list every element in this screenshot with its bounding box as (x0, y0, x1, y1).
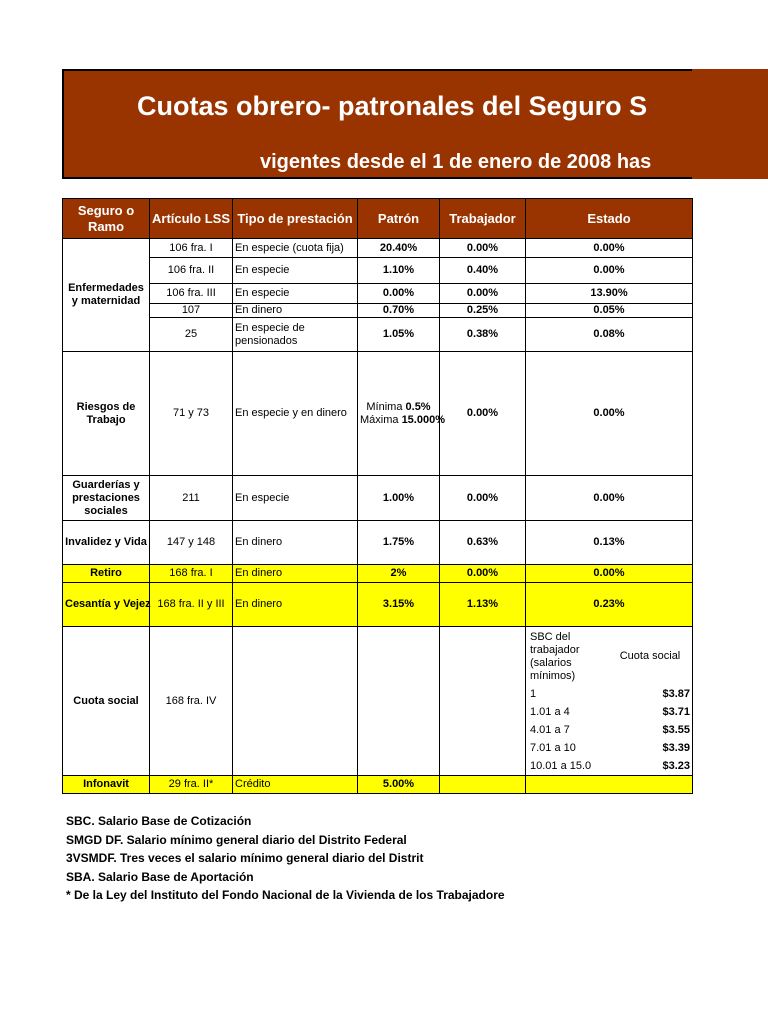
tipo-cell: En especie y en dinero (233, 352, 358, 476)
table-row (63, 239, 693, 258)
patron-cell: 1.05% (358, 318, 440, 352)
footnote: SBC. Salario Base de Cotización (66, 814, 252, 828)
bracket-cuota: $3.23 (662, 759, 690, 772)
cuota-social-cell (526, 627, 693, 776)
col-header-articulo: Artículo LSS (150, 199, 233, 239)
footnote: SBA. Salario Base de Aportación (66, 869, 254, 884)
trabajador-cell: 0.40% (440, 258, 526, 284)
bracket-sbc: 7.01 a 10 (530, 741, 576, 754)
patron-cell: 0.00% (358, 284, 440, 304)
table-row (63, 583, 693, 627)
tipo-cell: En dinero (233, 583, 358, 627)
estado-cell: 0.00% (526, 476, 693, 521)
tipo-cell: En especie (233, 258, 358, 284)
estado-cell (526, 776, 693, 794)
patron-cell (358, 627, 440, 776)
title-banner (62, 69, 692, 179)
estado-cell: 0.00% (526, 239, 693, 258)
bracket-cuota: $3.55 (662, 723, 690, 736)
trabajador-cell (440, 776, 526, 794)
ramo-cell: Retiro (63, 565, 150, 583)
estado-cell: 0.13% (526, 521, 693, 565)
trabajador-cell: 0.00% (440, 565, 526, 583)
ramo-cell: Infonavit (63, 776, 150, 794)
footnote: * De la Ley del Instituto del Fondo Nacional de la Vivienda de los Trabajadore (66, 888, 505, 902)
trabajador-cell (440, 627, 526, 776)
articulo-cell: 168 fra. IV (150, 627, 233, 776)
table-row (63, 476, 693, 521)
ramo-cell: Riesgos de Trabajo (63, 352, 150, 476)
patron-cell: 1.10% (358, 258, 440, 284)
patron-cell: 20.40% (358, 239, 440, 258)
bracket-row (528, 685, 692, 703)
ramo-cell: Enfermedades y maternidad (63, 239, 150, 352)
cuotas-table (62, 198, 693, 794)
bracket-sbc: 1 (530, 687, 537, 700)
table-row (63, 521, 693, 565)
articulo-cell: 106 fra. I (150, 239, 233, 258)
bracket-sbc: 10.01 a 15.0 (530, 759, 592, 772)
trabajador-cell: 0.00% (440, 284, 526, 304)
tipo-cell: En dinero (233, 565, 358, 583)
col-header-patron: Patrón (358, 199, 440, 239)
trabajador-cell: 0.63% (440, 521, 526, 565)
bracket-cuota: $3.87 (662, 687, 690, 700)
bracket-row (528, 721, 692, 739)
estado-cell: 0.23% (526, 583, 693, 627)
tipo-cell: En especie (233, 284, 358, 304)
ramo-cell: Guarderías y prestaciones sociales (63, 476, 150, 521)
articulo-cell: 106 fra. III (150, 284, 233, 304)
articulo-cell: 147 y 148 (150, 521, 233, 565)
estado-cell: 0.00% (526, 352, 693, 476)
patron-min-value: 0.5% (405, 400, 431, 413)
estado-cell: 0.00% (526, 565, 693, 583)
bracket-cuota: $3.71 (662, 705, 690, 718)
footnote: 3VSMDF. Tres veces el salario mínimo general diario del Distrit (66, 851, 424, 865)
tipo-cell (233, 627, 358, 776)
articulo-cell: 168 fra. I (150, 565, 233, 583)
estado-cell: 0.00% (526, 258, 693, 284)
table-row (63, 318, 693, 352)
patron-max-value: 15.000% (401, 413, 445, 426)
page-title: Cuotas obrero- patronales del Seguro S (137, 91, 648, 121)
patron-max-label: Máxima (360, 413, 402, 426)
table-row (63, 627, 693, 776)
table-row (63, 352, 693, 476)
bracket-sbc: 4.01 a 7 (530, 723, 570, 736)
articulo-cell: 106 fra. II (150, 258, 233, 284)
cuota-social-table (528, 628, 692, 775)
table-row (63, 258, 693, 284)
ramo-cell: Cuota social (63, 627, 150, 776)
articulo-cell: 29 fra. II* (150, 776, 233, 794)
table-row (63, 565, 693, 583)
patron-cell: 1.00% (358, 476, 440, 521)
table-header-row (63, 199, 693, 239)
col-header-tipo: Tipo de prestación (233, 199, 358, 239)
table-row (63, 776, 693, 794)
patron-cell: 2% (358, 565, 440, 583)
bracket-cuota: $3.39 (662, 741, 690, 754)
trabajador-cell: 1.13% (440, 583, 526, 627)
patron-min-label: Mínima (366, 400, 406, 413)
articulo-cell: 25 (150, 318, 233, 352)
patron-cell: 0.70% (358, 304, 440, 318)
col-header-estado: Estado (526, 199, 693, 239)
trabajador-cell: 0.00% (440, 239, 526, 258)
bracket-row (528, 757, 692, 775)
estado-cell: 13.90% (526, 284, 693, 304)
ramo-cell: Cesantía y Vejez (63, 583, 150, 627)
trabajador-cell: 0.00% (440, 476, 526, 521)
bracket-row (528, 703, 692, 721)
trabajador-cell: 0.00% (440, 352, 526, 476)
articulo-cell: 211 (150, 476, 233, 521)
col-header-trabajador: Trabajador (440, 199, 526, 239)
table-row (63, 284, 693, 304)
footnote: SMGD DF. Salario mínimo general diario del Distrito Federal (66, 832, 407, 847)
tipo-cell: En dinero (233, 304, 358, 318)
patron-cell: 3.15% (358, 583, 440, 627)
cuota-social-header (528, 628, 692, 685)
title-band-extension (692, 69, 768, 179)
table-row (63, 304, 693, 318)
patron-range-cell (358, 352, 445, 476)
estado-cell: 0.08% (526, 318, 693, 352)
articulo-cell: 107 (150, 304, 233, 318)
col-header-ramo: Seguro o Ramo (63, 199, 150, 239)
sbc-label: SBC del trabajador (salarios mínimos) (530, 630, 580, 682)
articulo-cell: 71 y 73 (150, 352, 233, 476)
tipo-cell: En especie (233, 476, 358, 521)
tipo-cell: En especie (cuota fija) (233, 239, 358, 258)
articulo-cell: 168 fra. II y III (150, 583, 233, 627)
tipo-cell: En especie de pensionados (233, 318, 358, 352)
patron-cell: 5.00% (358, 776, 440, 794)
patron-cell: 1.75% (358, 521, 440, 565)
estado-cell: 0.05% (526, 304, 693, 318)
page-subtitle: vigentes desde el 1 de enero de 2008 has (260, 151, 652, 173)
trabajador-cell: 0.25% (440, 304, 526, 318)
cuota-label: Cuota social (619, 650, 681, 662)
bracket-row (528, 739, 692, 757)
trabajador-cell: 0.38% (440, 318, 526, 352)
footnotes (66, 812, 505, 905)
tipo-cell: Crédito (233, 776, 358, 794)
tipo-cell: En dinero (233, 521, 358, 565)
ramo-cell: Invalidez y Vida (63, 521, 150, 565)
bracket-sbc: 1.01 a 4 (530, 705, 570, 718)
